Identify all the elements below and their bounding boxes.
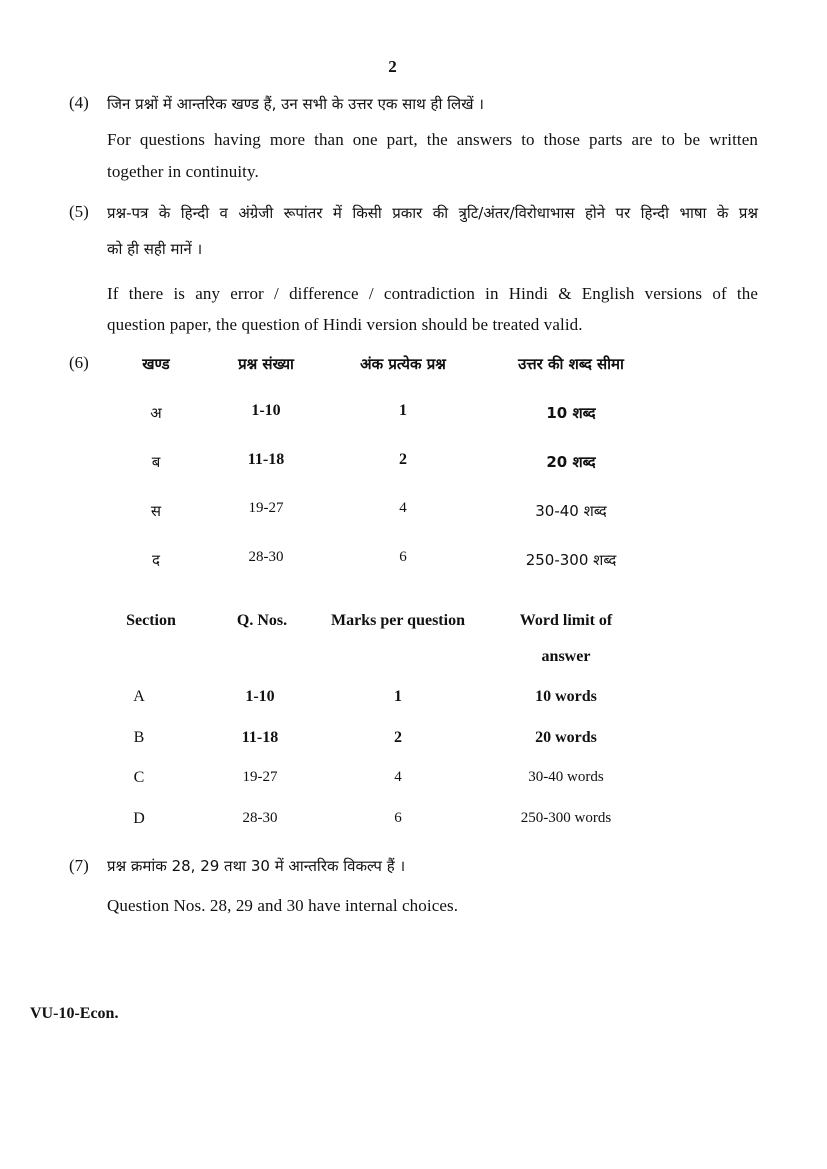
item-number-7: (7) bbox=[69, 856, 89, 875]
english-cell-wordlimit: 10 words bbox=[535, 688, 597, 705]
english-cell-qnos: 28-30 bbox=[242, 810, 278, 826]
hindi-cell-section: अ bbox=[150, 404, 162, 422]
hindi-cell-wordlimit: 20 शब्द bbox=[546, 453, 596, 471]
english-cell-wordlimit: 20 words bbox=[535, 729, 597, 746]
english-cell-marks: 2 bbox=[394, 729, 402, 746]
hindi-header-qnos: प्रश्न संख्या bbox=[238, 355, 294, 373]
english-cell-marks: 1 bbox=[394, 688, 402, 705]
english-header-wordlimit-line2: answer bbox=[541, 648, 591, 665]
item-number-4: (4) bbox=[69, 93, 89, 112]
hindi-header-section: खण्ड bbox=[142, 355, 170, 373]
english-cell-qnos: 19-27 bbox=[242, 769, 278, 785]
english-cell-section: D bbox=[133, 810, 145, 827]
hindi-cell-qnos: 1-10 bbox=[251, 402, 281, 419]
item-number-5: (5) bbox=[69, 202, 89, 221]
english-cell-qnos: 11-18 bbox=[241, 729, 279, 746]
hindi-cell-qnos: 19-27 bbox=[248, 500, 284, 516]
english-header-wordlimit: Word limit of bbox=[519, 612, 613, 629]
english-header-marks: Marks per question bbox=[331, 612, 465, 629]
hindi-cell-marks: 4 bbox=[399, 500, 407, 516]
hindi-cell-marks: 2 bbox=[399, 451, 407, 468]
english-cell-wordlimit: 30-40 words bbox=[528, 769, 604, 785]
hindi-cell-section: ब bbox=[151, 453, 161, 471]
hindi-cell-wordlimit: 30-40 शब्द bbox=[535, 502, 607, 520]
english-cell-qnos: 1-10 bbox=[245, 688, 275, 705]
english-header-section: Section bbox=[126, 612, 176, 629]
footer-code: VU-10-Econ. bbox=[30, 1005, 119, 1022]
item7-english-text: Question Nos. 28, 29 and 30 have internal choices. bbox=[107, 896, 459, 915]
english-cell-wordlimit: 250-300 words bbox=[520, 810, 612, 826]
page-number: 2 bbox=[388, 57, 397, 76]
hindi-cell-qnos: 28-30 bbox=[248, 549, 284, 565]
hindi-cell-wordlimit: 250-300 शब्द bbox=[525, 551, 617, 569]
item4-english-line2: together in continuity. bbox=[107, 162, 259, 181]
hindi-header-marks: अंक प्रत्येक प्रश्न bbox=[360, 355, 446, 373]
hindi-cell-section: स bbox=[150, 502, 162, 520]
english-cell-marks: 4 bbox=[394, 769, 402, 785]
item5-hindi-line1: प्रश्न-पत्र के हिन्दी व अंग्रेजी रूपांतर में किसी प्रकार की त्रुटि/अंतर/विरोधाभास होने पर हिन्दी भाषा के प्रश्न bbox=[107, 204, 758, 222]
hindi-cell-marks: 6 bbox=[399, 549, 407, 565]
item4-english-line1: For questions having more than one part, the answers to those parts are to be written bbox=[107, 130, 758, 149]
item7-hindi-text: प्रश्न क्रमांक 28, 29 तथा 30 में आन्तरिक विकल्प हैं । bbox=[107, 857, 406, 875]
item4-hindi-text: जिन प्रश्नों में आन्तरिक खण्ड हैं, उन सभी के उत्तर एक साथ ही लिखें । bbox=[107, 95, 484, 113]
hindi-cell-wordlimit: 10 शब्द bbox=[546, 404, 596, 422]
english-header-qnos: Q. Nos. bbox=[236, 612, 288, 629]
english-cell-section: A bbox=[133, 688, 145, 705]
item5-hindi-line2: को ही सही मानें । bbox=[107, 240, 203, 258]
item-number-6: (6) bbox=[69, 353, 89, 372]
item5-english-line1: If there is any error / difference / contradiction in Hindi & English versions of the bbox=[107, 284, 758, 303]
english-cell-section: B bbox=[133, 729, 145, 746]
hindi-cell-section: द bbox=[152, 551, 160, 569]
item5-english-line2: question paper, the question of Hindi version should be treated valid. bbox=[107, 315, 583, 334]
hindi-cell-qnos: 11-18 bbox=[247, 451, 285, 468]
english-cell-marks: 6 bbox=[394, 810, 402, 826]
english-cell-section: C bbox=[133, 769, 145, 786]
hindi-header-wordlimit: उत्तर की शब्द सीमा bbox=[518, 355, 624, 373]
hindi-cell-marks: 1 bbox=[399, 402, 407, 419]
